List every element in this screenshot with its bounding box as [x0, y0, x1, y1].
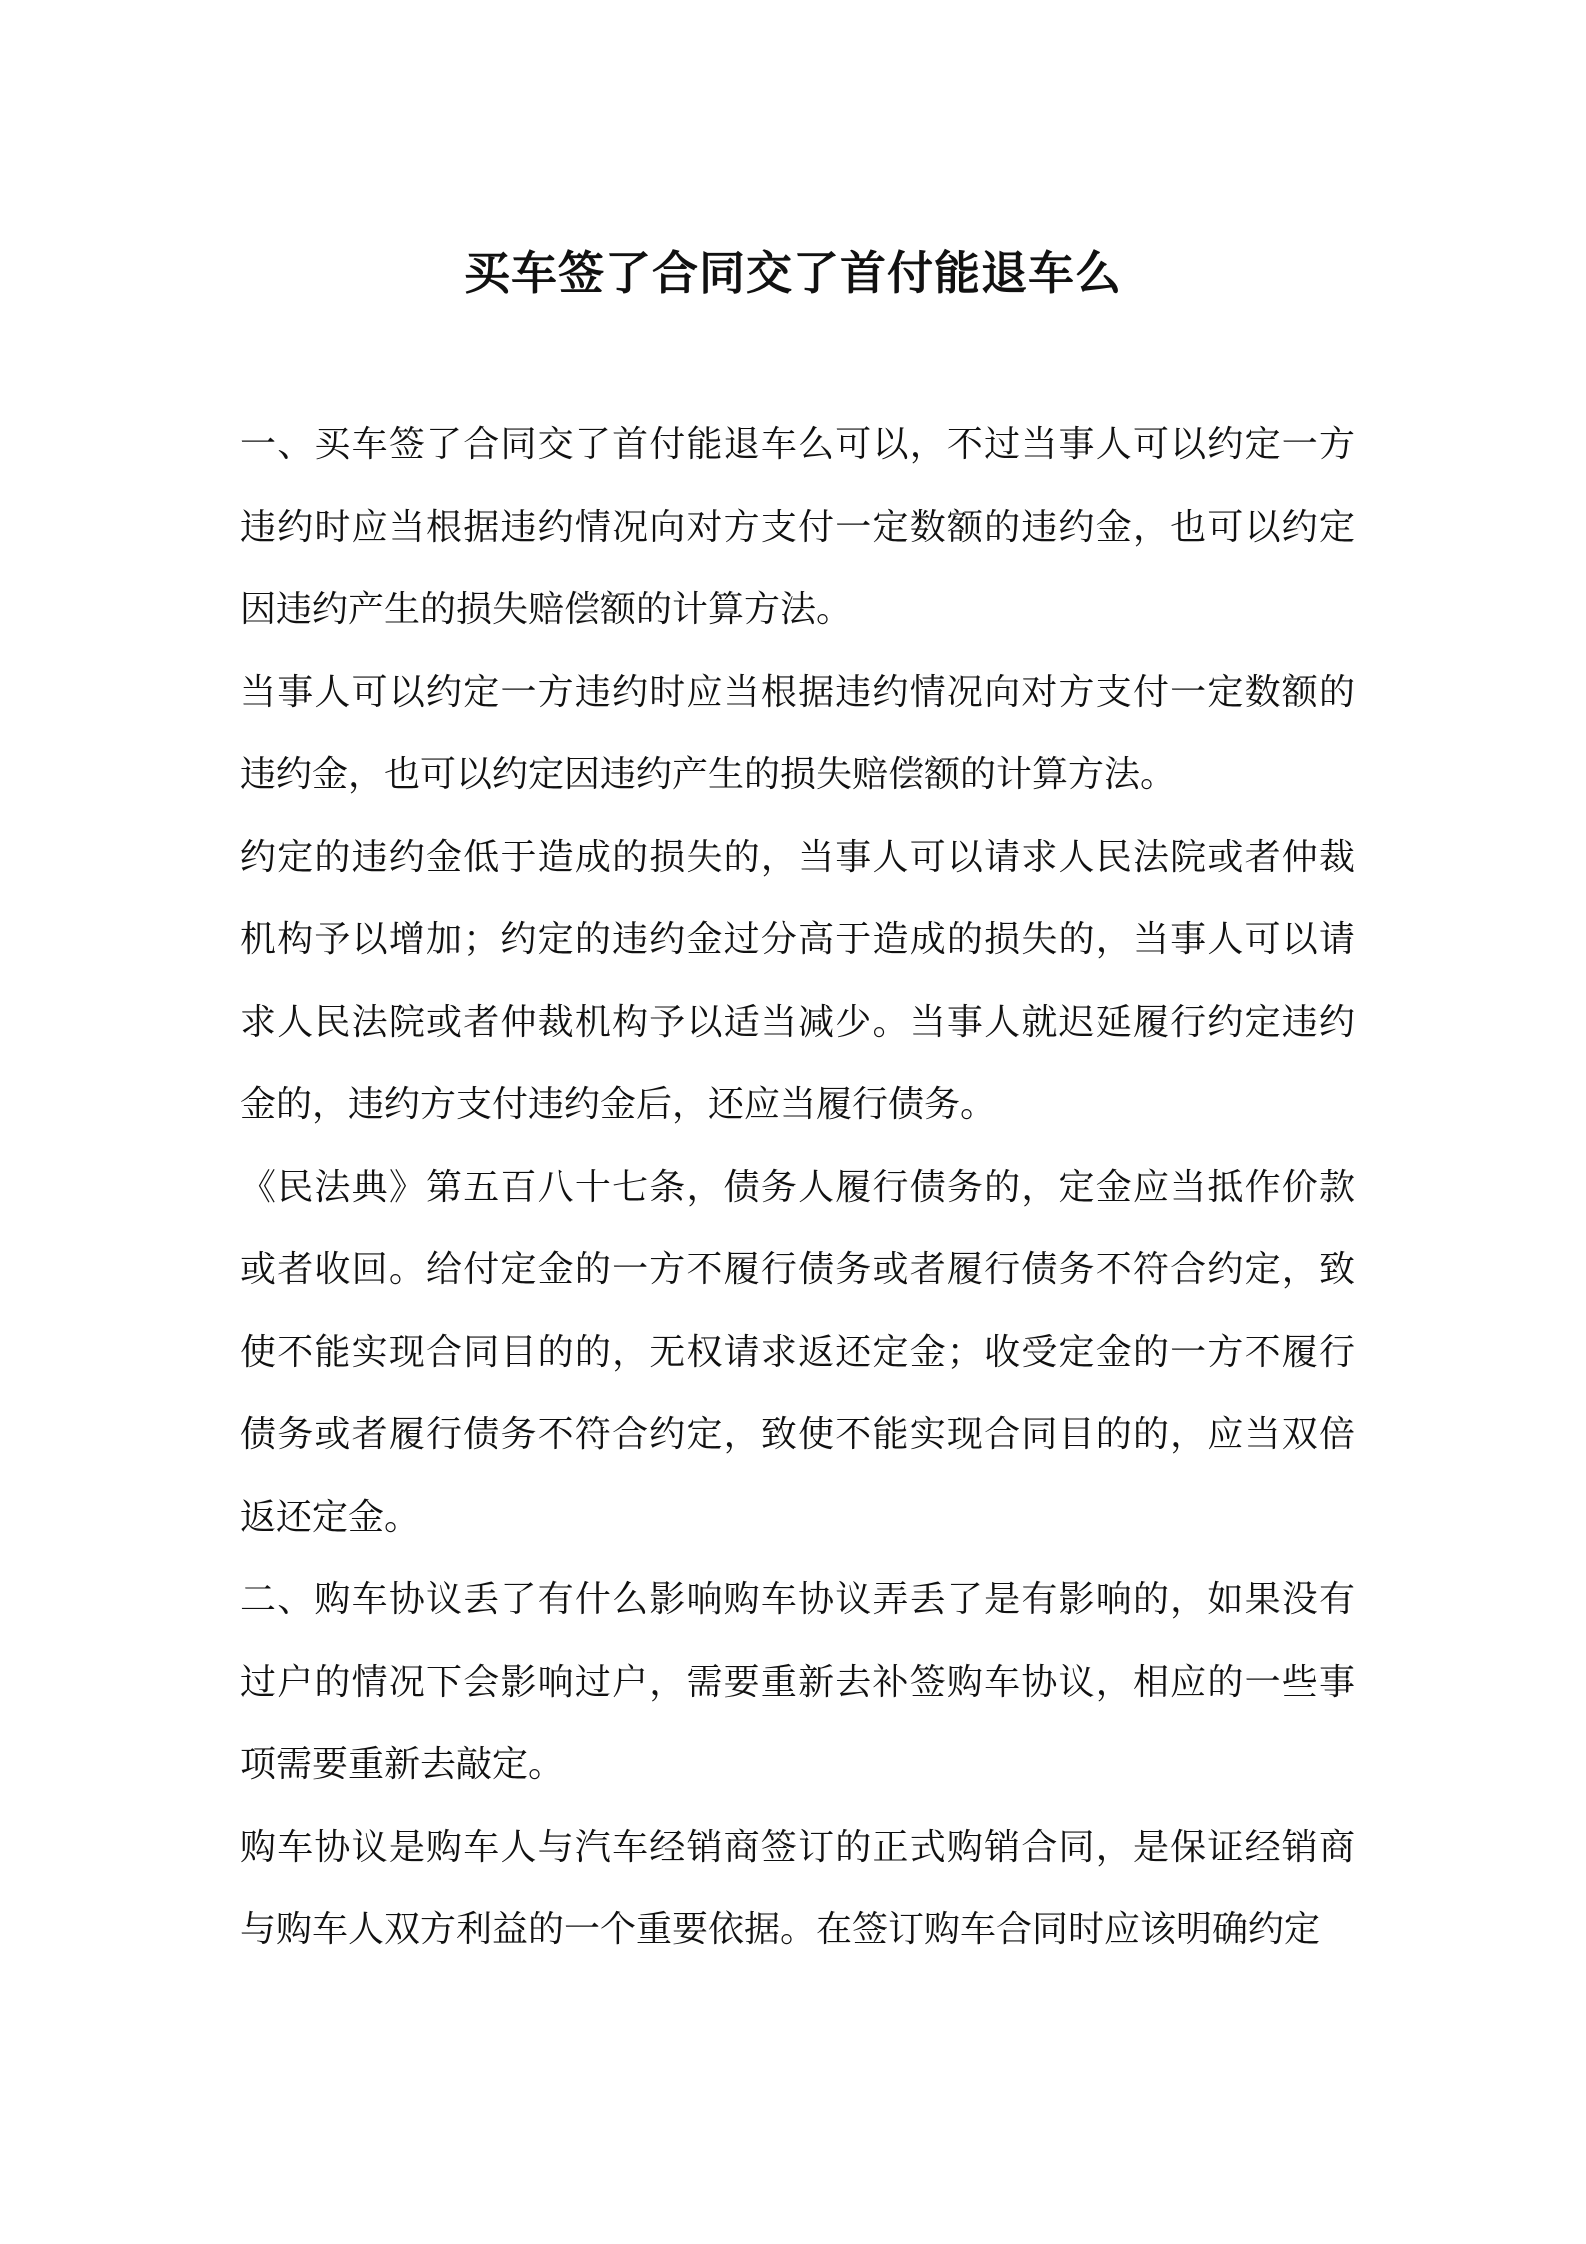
- paragraph-2: 当事人可以约定一方违约时应当根据违约情况向对方支付一定数额的违约金，也可以约定因违约产生的损失赔偿额的计算方法。: [240, 671, 1355, 795]
- paragraph-3: 约定的违约金低于造成的损失的，当事人可以请求人民法院或者仲裁机构予以增加；约定的违约金过分高于造成的损失的，当事人可以请求人民法院或者仲裁机构予以适当减少。当事人就迟延履行约定违约金的，违约方支付违约金后，还应当履行债务。: [240, 836, 1355, 1125]
- paragraph-5: 二、购车协议丢了有什么影响购车协议弄丢了是有影响的，如果没有过户的情况下会影响过户，需要重新去补签购车协议，相应的一些事项需要重新去敲定。: [240, 1579, 1355, 1785]
- document-title: 买车签了合同交了首付能退车么: [464, 245, 1122, 300]
- paragraph-4: 《民法典》第五百八十七条，债务人履行债务的，定金应当抵作价款或者收回。给付定金的一方不履行债务或者履行债务不符合约定，致使不能实现合同目的的，无权请求返还定金；收受定金的一方不履行债务或者履行债务不符合约定，致使不能实现合同目的的，应当双倍返还定金。: [240, 1166, 1355, 1538]
- document-body: [240, 404, 1355, 1972]
- paragraph-1: 一、买车签了合同交了首付能退车么可以，不过当事人可以约定一方违约时应当根据违约情况向对方支付一定数额的违约金，也可以约定因违约产生的损失赔偿额的计算方法。: [240, 424, 1355, 630]
- paragraph-6: 购车协议是购车人与汽车经销商签订的正式购销合同，是保证经销商与购车人双方利益的一个重要依据。在签订购车合同时应该明确约定: [240, 1826, 1355, 1950]
